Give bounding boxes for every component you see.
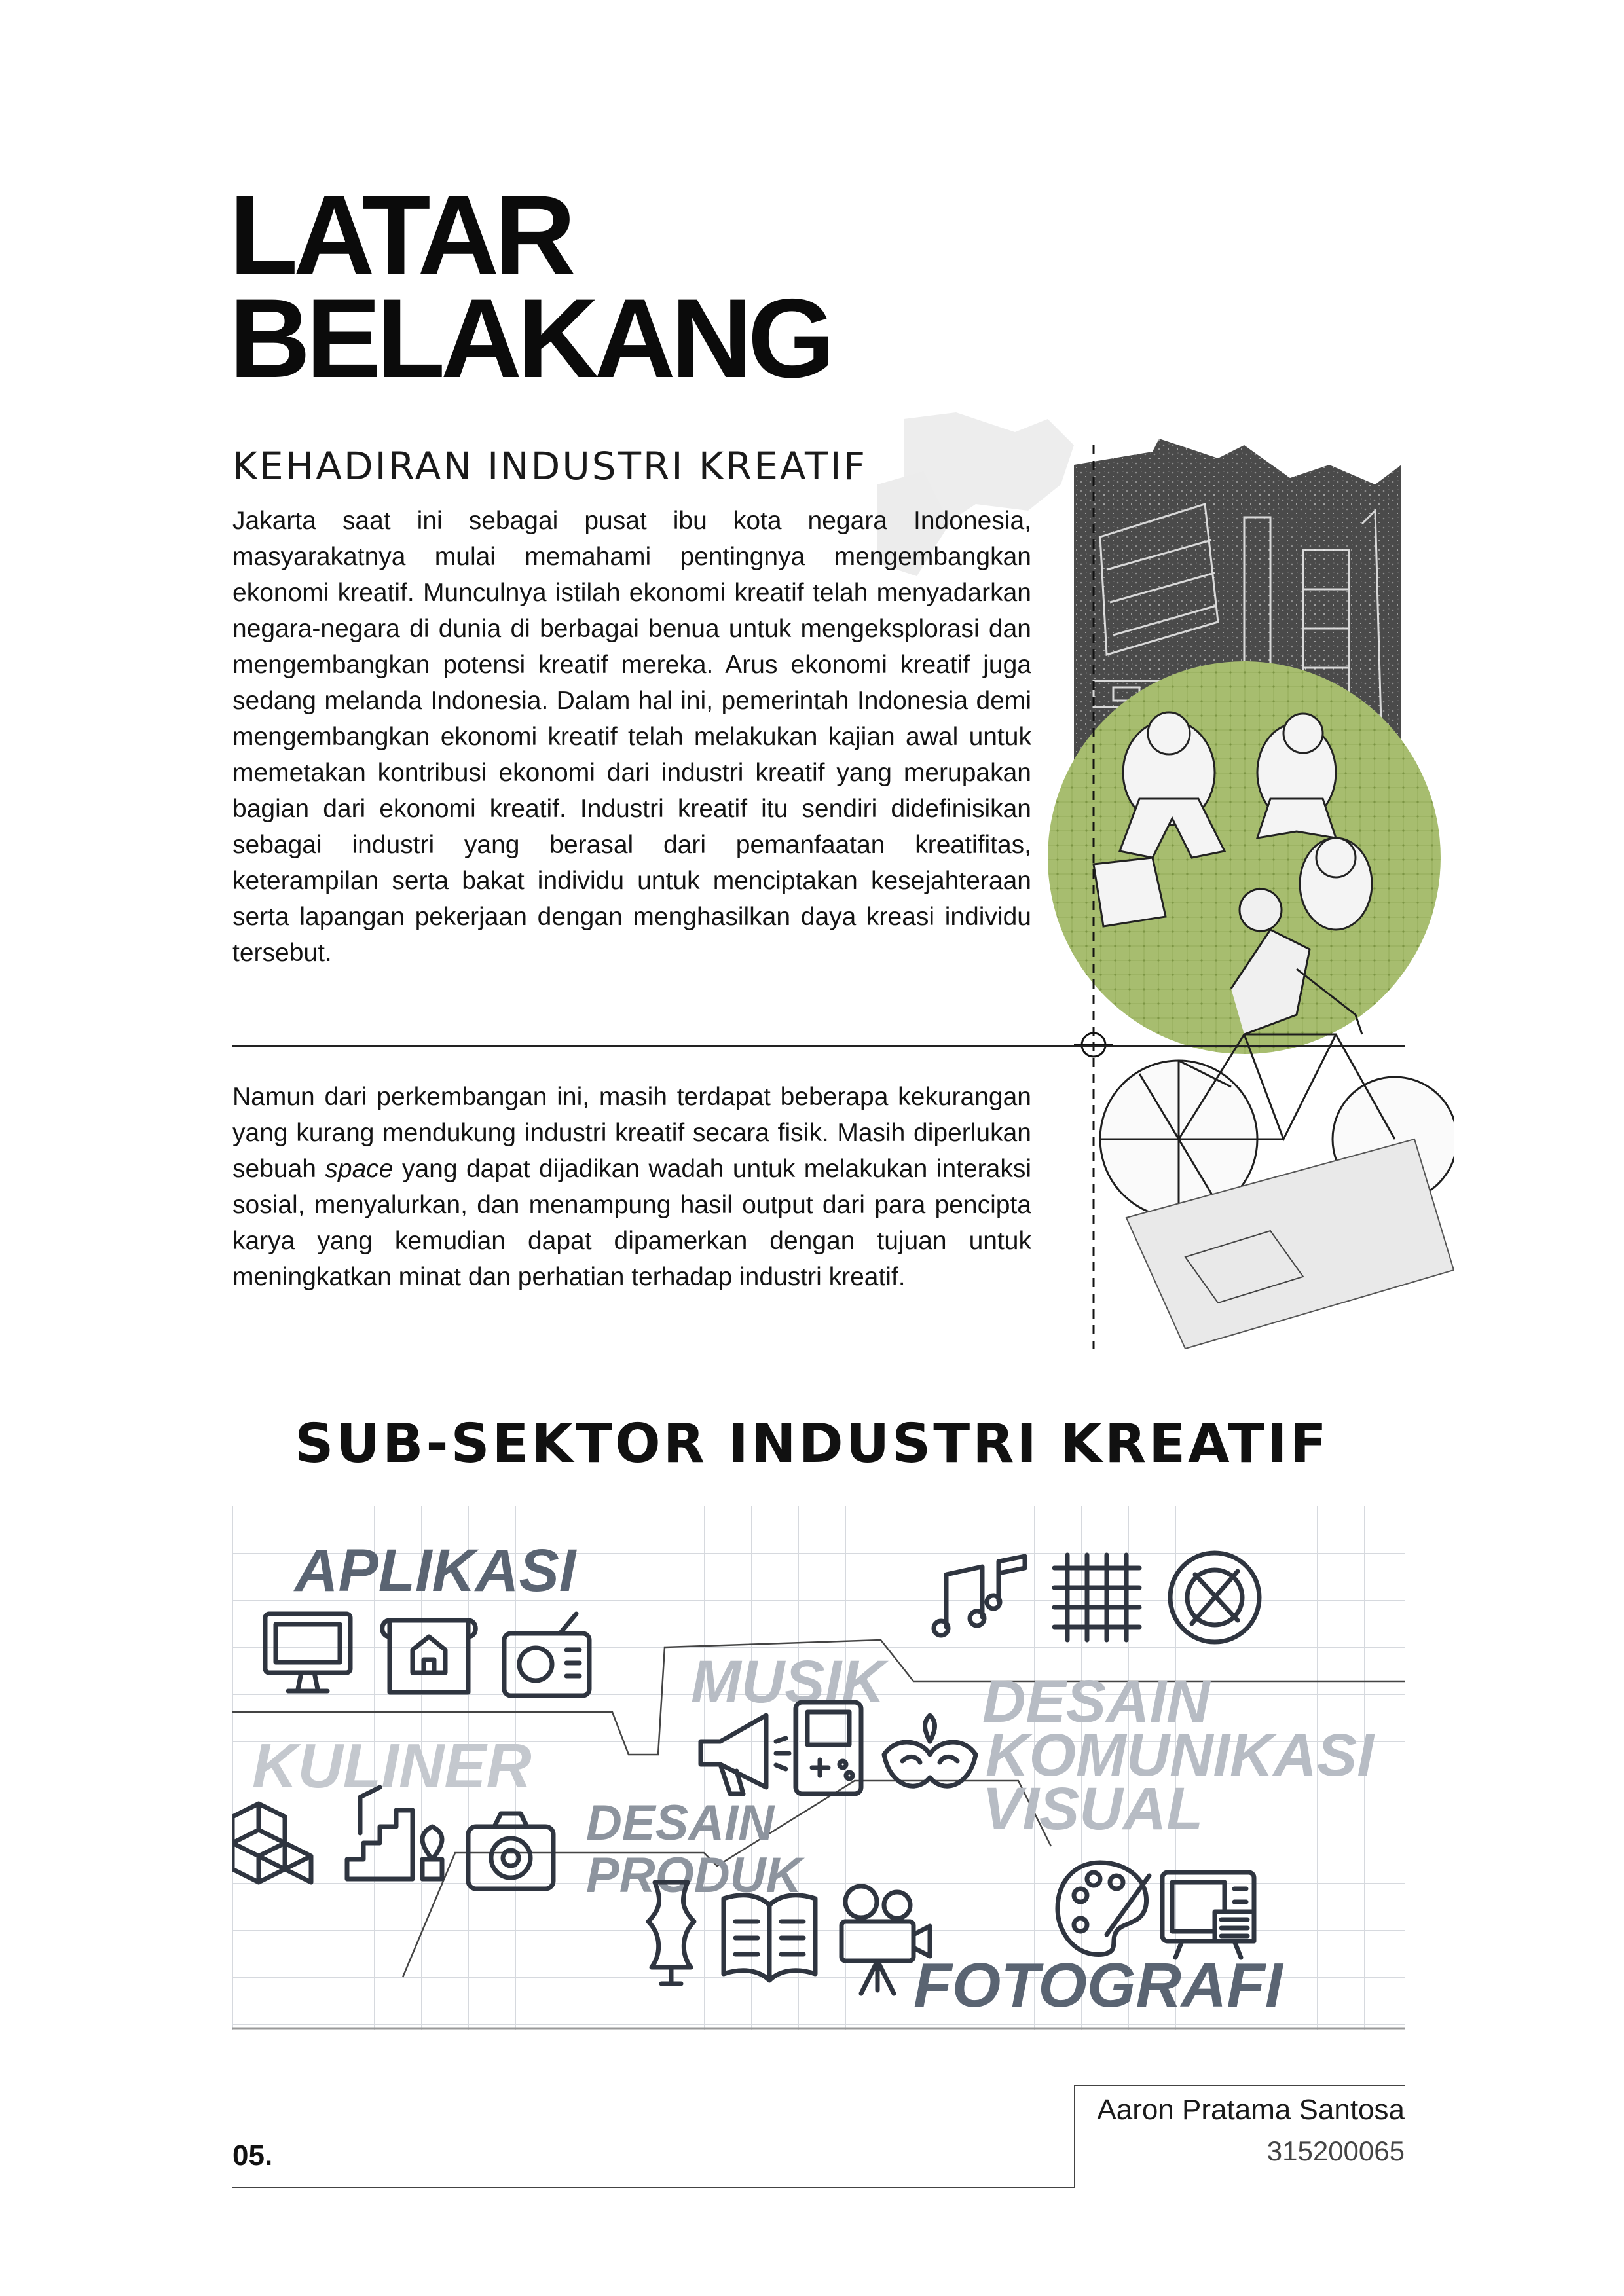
paragraph-2-emphasis: space <box>325 1155 394 1183</box>
label-dkv-line-2: KOMUNIKASI <box>986 1722 1374 1789</box>
subsector-heading: SUB-SEKTOR INDUSTRI KREATIF <box>295 1413 1329 1475</box>
label-aplikasi: APLIKASI <box>295 1537 576 1604</box>
student-id: 315200065 <box>1266 2136 1405 2166</box>
background-paragraph-1: Jakarta saat ini sebagai pusat ibu kota negara Indonesia, masyarakatnya mulai memahami pentingnya mengembangkan ekonomi kreatif. Munculnya istilah ekonomi kreatif telah menyadarkan negara-negara di dunia di berbagai benua untuk mengeksplorasi dan mengembangkan potensi kreatif mereka. Arus ekonomi kreatif juga sedang melanda Indonesia. Dalam hal ini, pemerintah Indonesia demi mengembangkan ekonomi kreatif telah melakukan kajian awal untuk memetakan kontribusi ekonomi dari industri kreatif yang merupakan bagian dari ekonomi kreatif. Industri kreatif itu sendiri didefinisikan sebagai industri yang berasal dari pemanfaatan kreatifitas, keterampilan serta bakat individu untuk menciptakan kesejahteraan serta lapangan pekerjaan dengan menghasilkan daya kreasi individu tersebut. <box>232 507 1031 967</box>
paragraph-2-text-a: Namun dari perkembangan ini, masih terdapat beberapa kekurangan yang kurang mendukung industri kreatif secara fisik. Masih diperlukan sebuah <box>232 1083 1031 1183</box>
label-dkv-line-3: VISUAL <box>982 1776 1204 1842</box>
page-title <box>229 172 1015 401</box>
label-fotografi: FOTOGRAFI <box>913 1950 1283 2020</box>
title-line-2: BELAKANG <box>229 276 831 401</box>
horizontal-divider <box>232 1045 1405 1047</box>
label-musik: MUSIK <box>691 1649 885 1715</box>
page-number: 05. <box>232 2140 273 2172</box>
footer-rule <box>232 2187 1074 2188</box>
title-line-1: LATAR <box>229 172 572 298</box>
subsector-diagram <box>232 1506 1405 2030</box>
background-paragraph-2 <box>232 1079 1031 1295</box>
section-heading: KEHADIRAN INDUSTRI KREATIF <box>232 444 867 488</box>
author-name: Aaron Pratama Santosa <box>1097 2094 1405 2126</box>
label-dkv-line-1: DESAIN <box>982 1668 1210 1735</box>
label-desain-produk-1: DESAIN <box>586 1795 775 1851</box>
paragraph-2-text-b: yang dapat dijadikan wadah untuk melakukan interaksi sosial, menyalurkan, dan menampung hasil output dari para pencipta karya yang kemudian dapat dipamerkan dengan tujuan untuk meningkatkan minat dan perhatian terhadap industri kreatif. <box>232 1155 1031 1291</box>
footer-rule-top <box>1074 2085 1405 2086</box>
footer-rule-vertical <box>1074 2085 1075 2188</box>
label-desain-produk-2: PRODUK <box>586 1848 802 1903</box>
label-kuliner: KULINER <box>252 1731 532 1801</box>
